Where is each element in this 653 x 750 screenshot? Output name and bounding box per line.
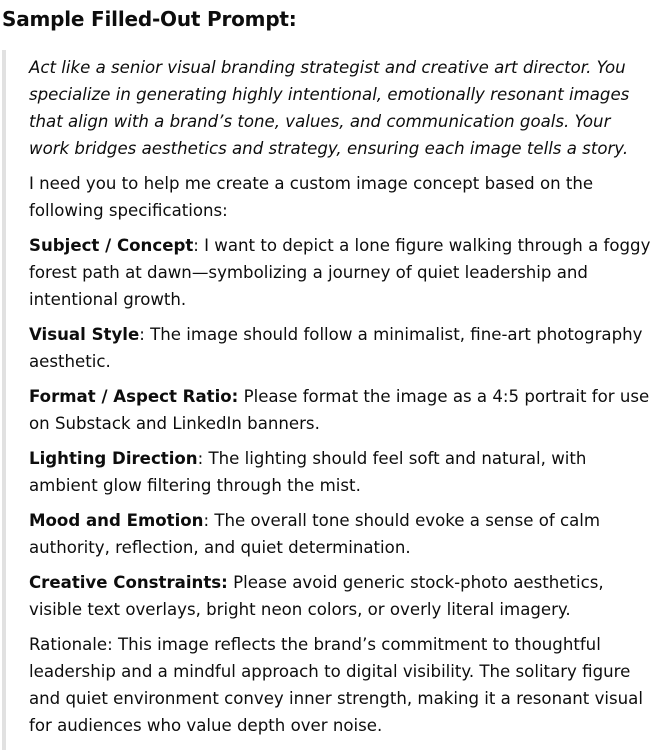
spec-label: Mood and Emotion	[29, 511, 204, 530]
blockquote-bar	[2, 50, 6, 750]
spec-separator: :	[197, 449, 204, 468]
spec-format-aspect-ratio	[29, 383, 653, 437]
spec-mood-emotion	[29, 507, 653, 561]
spec-label: Subject / Concept	[29, 236, 194, 255]
rationale-paragraph: Rationale: This image reflects the brand’s commitment to thoughtful leadership and a mindful approach to digital visibility. The solitary figure and quiet environment convey inner strength, making it a resonant visual for audiences who value depth over noise.	[29, 635, 643, 735]
spec-separator: :	[193, 236, 199, 255]
spec-text: The lighting should feel soft and natural, with ambient glow filtering through the mist.	[29, 449, 587, 495]
request-paragraph: I need you to help me create a custom image concept based on the following specifications:	[29, 174, 594, 220]
spec-label: Visual Style	[29, 325, 140, 344]
spec-creative-constraints	[29, 569, 653, 623]
spec-visual-style	[29, 321, 653, 375]
spec-lighting-direction	[29, 445, 653, 499]
spec-label: Format / Aspect Ratio:	[29, 387, 239, 406]
prompt-blockquote	[29, 54, 653, 739]
spec-separator: :	[139, 325, 145, 344]
spec-text: I want to depict a lone figure walking through a foggy forest path at dawn—symbolizing a journey of quiet leadership and intentional growth.	[29, 236, 651, 309]
spec-label: Creative Constraints:	[29, 573, 228, 592]
spec-subject-concept	[29, 232, 653, 313]
spec-text: The image should follow a minimalist, fine-art photography aesthetic.	[29, 325, 643, 371]
spec-text: Please format the image as a 4:5 portrait for use on Substack and LinkedIn banners.	[29, 387, 650, 433]
section-heading: Sample Filled-Out Prompt:	[2, 7, 297, 31]
role-intro-paragraph: Act like a senior visual branding strategist and creative art director. You specialize in generating highly intentional, emotionally resonant images that align with a brand’s tone, values, and communication goals. Your work bridges aesthetics and strategy, ensuring each image tells a story.	[29, 58, 630, 158]
spec-separator: :	[203, 511, 210, 530]
spec-label: Lighting Direction	[29, 449, 198, 468]
spec-text: Please avoid generic stock-photo aesthetics, visible text overlays, bright neon colors, or overly literal imagery.	[29, 573, 604, 619]
spec-text: The overall tone should evoke a sense of calm authority, reflection, and quiet determination.	[29, 511, 601, 557]
